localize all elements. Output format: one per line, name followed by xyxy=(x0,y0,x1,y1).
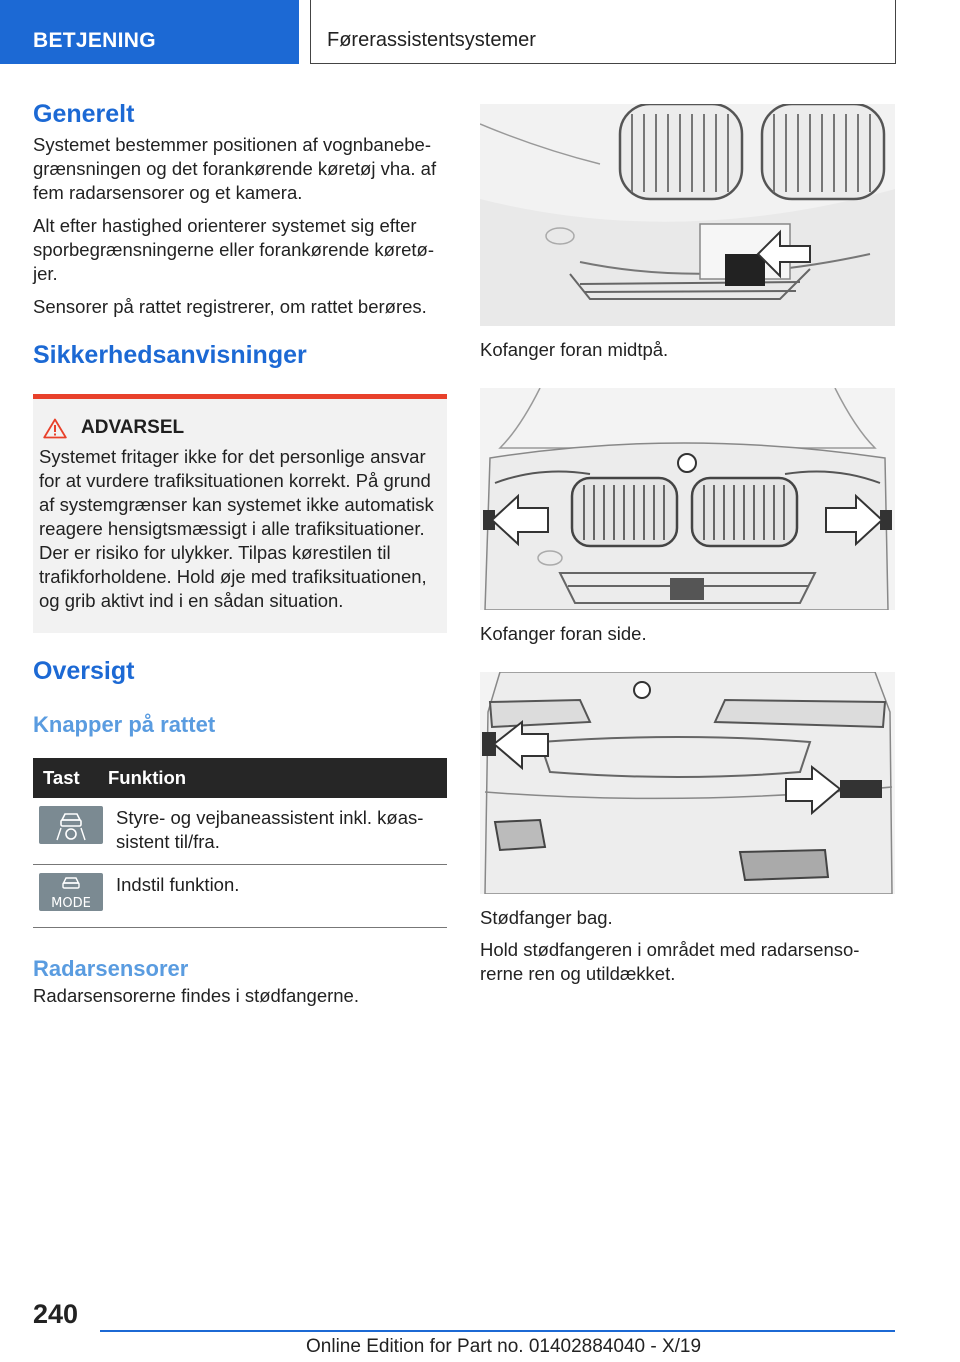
table-header-funktion: Funktion xyxy=(108,758,447,798)
footer-divider xyxy=(100,1330,895,1332)
heading-oversigt: Oversigt xyxy=(33,657,135,685)
table-row xyxy=(33,798,447,865)
table-cell-function: Indstil funktion. xyxy=(108,865,447,928)
radar-text: Radarsensorerne findes i stødfangerne. xyxy=(33,985,359,1006)
heading-sikkerhedsanvisninger: Sikkerhedsanvisninger xyxy=(33,341,307,369)
buttons-table xyxy=(33,758,447,928)
heading-generelt: Generelt xyxy=(33,100,135,128)
table-header-tast: Tast xyxy=(33,758,108,798)
table-cell-function: Styre- og vejbaneassistent inkl. køassistent til/fra. xyxy=(108,798,447,865)
warning-text: Systemet fritager ikke for det personlige ansvar for at vurdere trafiksituationen korrekt. På grund af systemgrænser kan systemet ikke automatisk reagere hensigtsmæssigt i alle trafiksituationer. Der er risiko for ulykker. Tilpas kørestilen til trafikforholdene. Hold øje med trafiksituationen, og grib aktivt ind i en sådan situation. xyxy=(39,446,434,611)
warning-triangle-icon xyxy=(43,418,67,439)
steering-assist-icon xyxy=(39,806,103,844)
heading-radarsensorer: Radarsensorer xyxy=(33,956,189,981)
left-column xyxy=(33,100,447,1017)
figure-caption: Stødfanger bag. xyxy=(480,907,613,928)
footer-edition: Online Edition for Part no. 01402884040 - X/19 xyxy=(306,1336,702,1357)
warning-title-row xyxy=(43,417,439,439)
front-bumper-side-image xyxy=(480,388,895,610)
rear-note: Hold stødfangeren i området med radarsensorerne ren og utildækket. xyxy=(480,939,860,984)
figure-caption: Kofanger foran midtpå. xyxy=(480,339,669,360)
table-cell-icon xyxy=(33,798,108,865)
figure-caption: Kofanger foran side. xyxy=(480,623,647,644)
table-header-row xyxy=(33,758,447,798)
warning-title: ADVARSEL xyxy=(81,417,185,438)
mode-button-icon xyxy=(39,873,103,911)
page-number: 240 xyxy=(33,1299,79,1329)
heading-knapper: Knapper på rattet xyxy=(33,712,216,737)
mode-icon-label: MODE xyxy=(51,896,91,911)
front-bumper-center-image xyxy=(480,104,895,326)
section-title: Førerassistentsystemer xyxy=(310,0,896,64)
generelt-paragraph-3: Sensorer på rattet registrerer, om rattet berøres. xyxy=(33,296,427,317)
table-row xyxy=(33,865,447,928)
warning-box xyxy=(33,394,447,633)
chapter-tab[interactable]: BETJENING xyxy=(0,0,299,64)
right-column xyxy=(480,104,895,995)
generelt-paragraph-2: Alt efter hastighed orienterer systemet sig efter sporbegrænsningerne eller forankørende køretøjer. xyxy=(33,215,435,284)
generelt-paragraph-1: Systemet bestemmer positionen af vognbanebegrænsningen og det forankørende køretøj vha. af fem radarsensorer og et kamera. xyxy=(33,134,437,203)
rear-bumper-image xyxy=(480,672,895,894)
table-cell-icon xyxy=(33,865,108,928)
